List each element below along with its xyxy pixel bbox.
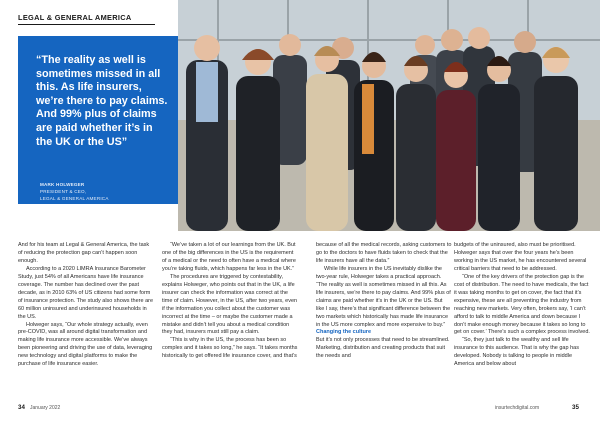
article-column-4 [454, 242, 590, 369]
article-column-2 [162, 242, 298, 361]
paragraph: “We’ve taken a lot of our learnings from the UK. But one of the big differences in the US is the requirement of a medical or the need to often have a medical where you’re taking fluids, which happens far less in the UK.” [162, 242, 296, 272]
paragraph: Holweger says, “Our whole strategy actually, even pre-COVID, was all around digital transformation and making life insurance more accessible. We’ve always been pioneering and driving the use of data, leveraging new technology and digital platforms to make the purchase of life insurance easier. [18, 321, 153, 368]
article-column-1 [18, 242, 154, 369]
paragraph: “This is why in the US, the process has been so complex and it takes so long,” he says. “It takes months historically to get offered life insurance cover, and that’s [162, 337, 298, 360]
article-column-3 [316, 242, 452, 361]
website-url: insurtechdigital.com [495, 405, 540, 411]
paragraph: According to a 2020 LIMRA Insurance Barometer Study, just 54% of all Americans have life insurance coverage. The number has declined over the past decade, as in 2010 63% of US citizens had some form of insurance protection. The study also shows there are 60 million uninsured and underinsured households in the US. [18, 265, 154, 320]
subheading: Changing the culture [316, 329, 371, 336]
group-photo [178, 0, 600, 231]
pull-quote-org: LEGAL & GENERAL AMERICA [40, 196, 109, 201]
issue-date: January 2022 [30, 405, 61, 411]
paragraph: And for his team at Legal & General America, the task of reducing the protection gap can’t happen soon enough. [18, 242, 150, 264]
page-number-left: 34 [18, 404, 25, 411]
section-rule [18, 24, 155, 25]
paragraph: The procedures are triggered by contestability, explains Holweger, who points out that in the UK, a life insurer can check the information was correct at the time of claim. However, in the US, after two years, even if the information you collect about the customer was incorrect at the time – or maybe the customer made a mistake and didn’t tell you about a medical condition they had, insurers must still pay a claim. [162, 273, 298, 336]
section-tag: LEGAL & GENERAL AMERICA [18, 13, 132, 22]
paragraph: budgets of the uninsured, also must be prioritised. Holweger says that over the four years he’s been working in the US market, he has encountered several critical barriers that need to be addressed. [454, 242, 587, 272]
group-photo-icon [178, 0, 600, 231]
pull-quote-text: “The reality as well is sometimes missed in all this. As life insurers, we’re there to pay claims. And 99% plus of claims are paid whether it’s in the UK or the US” [36, 54, 168, 148]
paragraph: While life insurers in the US inevitably dislike the two-year rule, Holweger takes a practical approach. “The reality as well is sometimes missed in all this. As life insurers, we’re there to pay claims. And 99% plus of claims are paid whether it’s in the UK or the US. But like I say, there’s that significant difference between the two markets which historically has made life insurance in the US more complex and more expensive to buy.” [316, 265, 451, 328]
paragraph: But it’s not only processes that need to be streamlined. Marketing, distribution and creating products that suit the needs and [316, 337, 450, 360]
paragraph: “So, they just talk to the wealthy and sell life insurance to this audience. That is why the gap has developed. Nobody is talking to people in middle America and below about [454, 337, 579, 368]
page-number-right: 35 [572, 404, 579, 411]
paragraph: “One of the key drivers of the protection gap is the cost of distribution. The need to have medicals, the fact it was taking months to get on cover, the fact that it’s expensive, these are all preventing the industry from reaching new markets. Very often, brokers say, ‘I can’t afford to talk to middle America and down because I don’t make enough money because it takes so long to get on cover.’ There’s such a complex process involved. [454, 273, 590, 336]
pull-quote-role: PRESIDENT & CEO, [40, 189, 87, 194]
paragraph: because of all the medical records, asking customers to go to the doctors to have fluids taken to check that the life insurers have all the data.” [316, 242, 452, 264]
pull-quote-name: MARK HOLWEGER [40, 182, 85, 187]
